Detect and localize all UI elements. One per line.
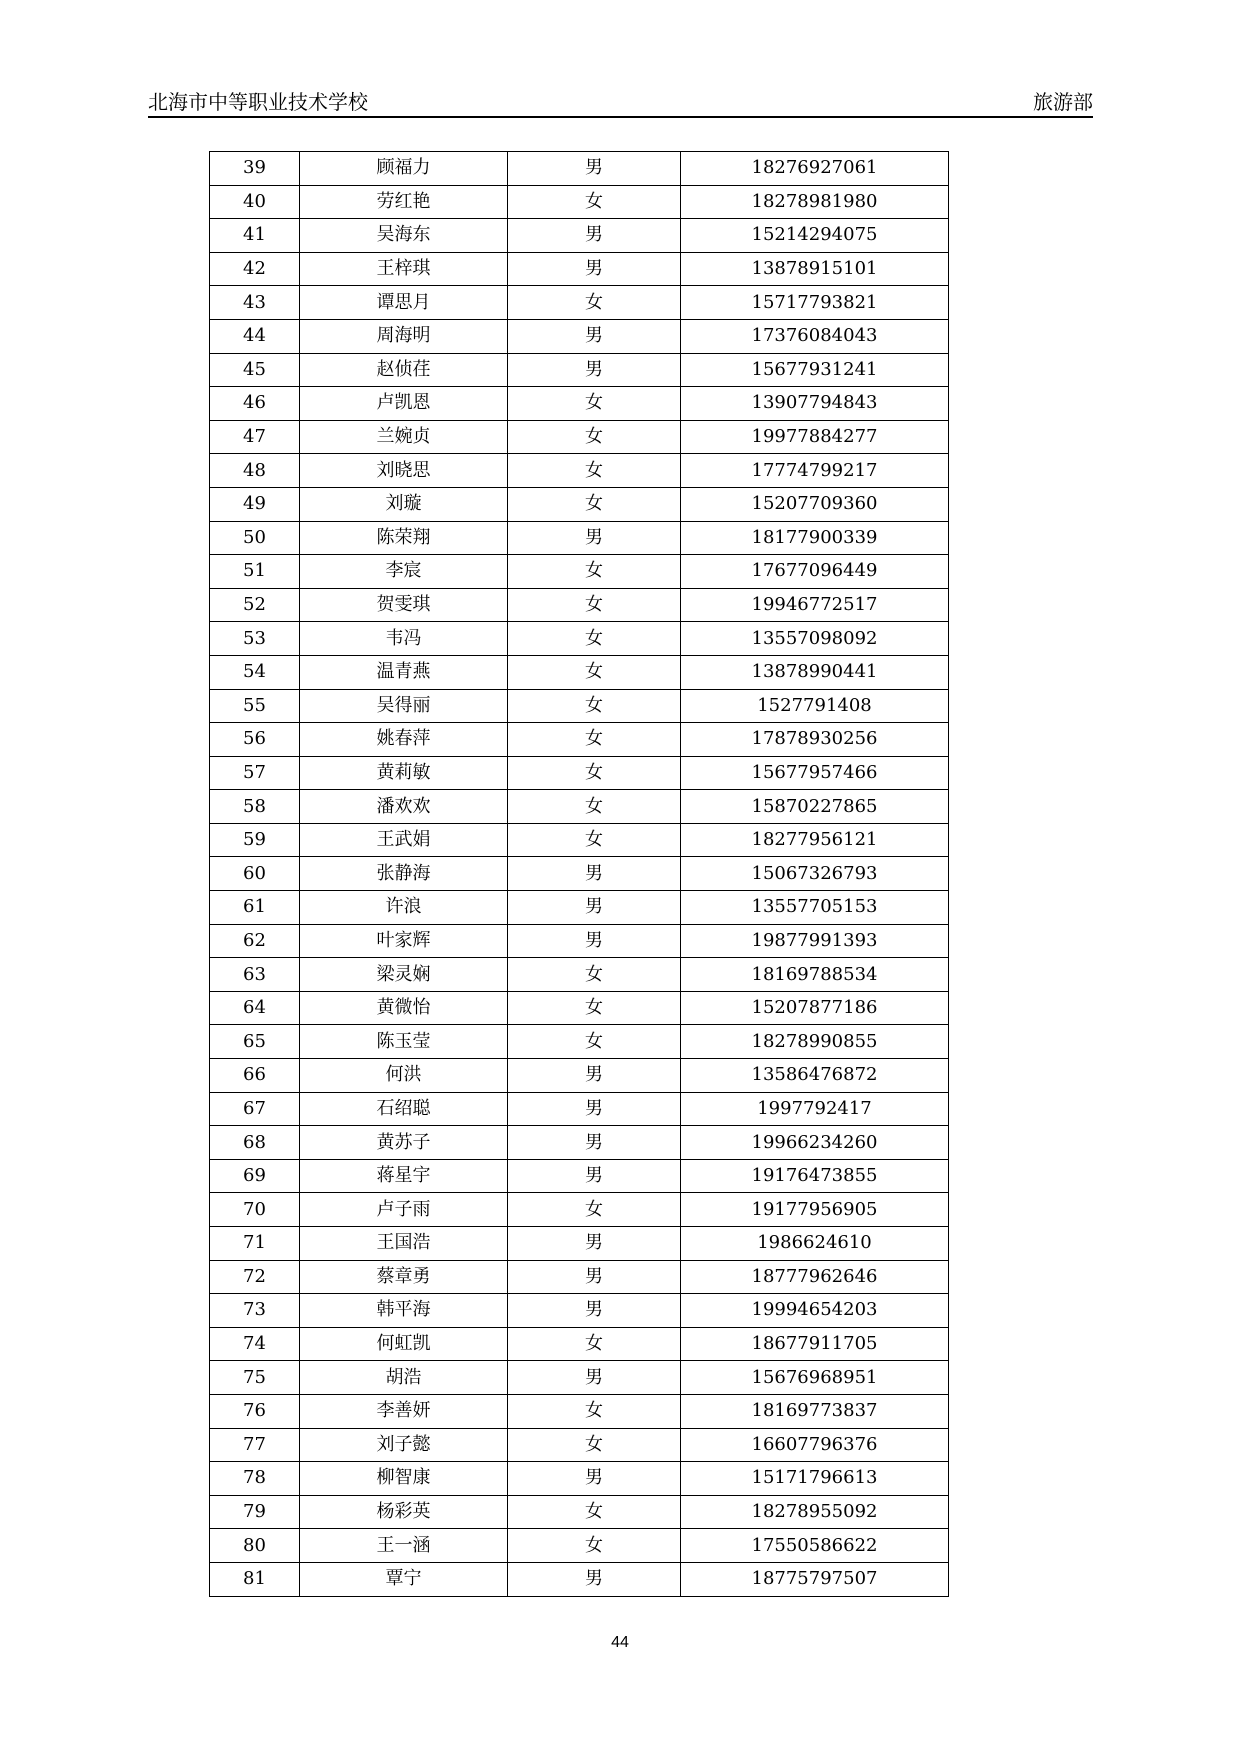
row-number-cell: 47: [210, 420, 300, 454]
phone-cell: 15677957466: [681, 756, 949, 790]
gender-cell: 女: [508, 454, 681, 488]
student-name-cell: 劳红艳: [300, 185, 508, 219]
table-row: [210, 958, 949, 992]
phone-cell: 19966234260: [681, 1126, 949, 1160]
table-row: [210, 252, 949, 286]
student-name-cell: 梁灵娴: [300, 958, 508, 992]
row-number-cell: 73: [210, 1294, 300, 1328]
student-name-cell: 顾福力: [300, 152, 508, 186]
page-header: [148, 90, 1093, 118]
gender-cell: 女: [508, 1193, 681, 1227]
student-name-cell: 何虹凯: [300, 1327, 508, 1361]
phone-cell: 17677096449: [681, 555, 949, 589]
gender-cell: 男: [508, 1126, 681, 1160]
phone-cell: 18278981980: [681, 185, 949, 219]
phone-cell: 15677931241: [681, 353, 949, 387]
student-name-cell: 李善妍: [300, 1394, 508, 1428]
gender-cell: 男: [508, 353, 681, 387]
department-name: 旅游部: [1033, 90, 1093, 114]
row-number-cell: 44: [210, 319, 300, 353]
phone-cell: 19977884277: [681, 420, 949, 454]
student-name-cell: 张静海: [300, 857, 508, 891]
student-name-cell: 兰婉贞: [300, 420, 508, 454]
phone-cell: 13557098092: [681, 622, 949, 656]
table-row: [210, 185, 949, 219]
student-name-cell: 潘欢欢: [300, 790, 508, 824]
table-row: [210, 420, 949, 454]
gender-cell: 女: [508, 185, 681, 219]
gender-cell: 女: [508, 823, 681, 857]
row-number-cell: 65: [210, 1025, 300, 1059]
table-row: [210, 1025, 949, 1059]
gender-cell: 女: [508, 756, 681, 790]
table-row: [210, 487, 949, 521]
table-row: [210, 1529, 949, 1563]
phone-cell: 13557705153: [681, 891, 949, 925]
phone-cell: 18169788534: [681, 958, 949, 992]
row-number-cell: 57: [210, 756, 300, 790]
table-row: [210, 1193, 949, 1227]
gender-cell: 女: [508, 1327, 681, 1361]
gender-cell: 女: [508, 1428, 681, 1462]
row-number-cell: 56: [210, 723, 300, 757]
table-row: [210, 286, 949, 320]
phone-cell: 17878930256: [681, 723, 949, 757]
student-name-cell: 韩平海: [300, 1294, 508, 1328]
phone-cell: 1527791408: [681, 689, 949, 723]
phone-cell: 18276927061: [681, 152, 949, 186]
row-number-cell: 49: [210, 487, 300, 521]
phone-cell: 15067326793: [681, 857, 949, 891]
phone-cell: 13878990441: [681, 655, 949, 689]
row-number-cell: 42: [210, 252, 300, 286]
phone-cell: 18777962646: [681, 1260, 949, 1294]
student-name-cell: 谭思月: [300, 286, 508, 320]
student-name-cell: 姚春萍: [300, 723, 508, 757]
table-row: [210, 353, 949, 387]
student-name-cell: 陈玉莹: [300, 1025, 508, 1059]
table-row: [210, 1462, 949, 1496]
row-number-cell: 60: [210, 857, 300, 891]
phone-cell: 18177900339: [681, 521, 949, 555]
gender-cell: 女: [508, 958, 681, 992]
row-number-cell: 64: [210, 991, 300, 1025]
phone-cell: 15207709360: [681, 487, 949, 521]
row-number-cell: 68: [210, 1126, 300, 1160]
phone-cell: 18169773837: [681, 1394, 949, 1428]
table-row: [210, 1394, 949, 1428]
table-row: [210, 991, 949, 1025]
table-row: [210, 555, 949, 589]
phone-cell: 13586476872: [681, 1059, 949, 1093]
student-name-cell: 吴海东: [300, 219, 508, 253]
gender-cell: 女: [508, 723, 681, 757]
row-number-cell: 77: [210, 1428, 300, 1462]
student-name-cell: 李宸: [300, 555, 508, 589]
student-name-cell: 黄莉敏: [300, 756, 508, 790]
table-row: [210, 1361, 949, 1395]
phone-cell: 15214294075: [681, 219, 949, 253]
table-row: [210, 454, 949, 488]
row-number-cell: 72: [210, 1260, 300, 1294]
row-number-cell: 58: [210, 790, 300, 824]
student-name-cell: 蒋星宇: [300, 1159, 508, 1193]
phone-cell: 13878915101: [681, 252, 949, 286]
row-number-cell: 70: [210, 1193, 300, 1227]
gender-cell: 男: [508, 1227, 681, 1261]
gender-cell: 男: [508, 891, 681, 925]
student-name-cell: 柳智康: [300, 1462, 508, 1496]
gender-cell: 女: [508, 1025, 681, 1059]
table-row: [210, 152, 949, 186]
gender-cell: 男: [508, 1462, 681, 1496]
gender-cell: 男: [508, 319, 681, 353]
student-name-cell: 赵侦荏: [300, 353, 508, 387]
table-row: [210, 588, 949, 622]
row-number-cell: 54: [210, 655, 300, 689]
student-name-cell: 蔡章勇: [300, 1260, 508, 1294]
student-name-cell: 王国浩: [300, 1227, 508, 1261]
table-row: [210, 655, 949, 689]
gender-cell: 女: [508, 387, 681, 421]
gender-cell: 男: [508, 1260, 681, 1294]
table-row: [210, 924, 949, 958]
gender-cell: 女: [508, 1529, 681, 1563]
gender-cell: 女: [508, 655, 681, 689]
row-number-cell: 55: [210, 689, 300, 723]
phone-cell: 19994654203: [681, 1294, 949, 1328]
student-name-cell: 叶家辉: [300, 924, 508, 958]
phone-cell: 19177956905: [681, 1193, 949, 1227]
table-row: [210, 521, 949, 555]
gender-cell: 女: [508, 1495, 681, 1529]
gender-cell: 男: [508, 252, 681, 286]
roster-body: [210, 152, 949, 1597]
gender-cell: 女: [508, 790, 681, 824]
table-row: [210, 1327, 949, 1361]
student-name-cell: 何洪: [300, 1059, 508, 1093]
gender-cell: 男: [508, 152, 681, 186]
student-name-cell: 刘璇: [300, 487, 508, 521]
row-number-cell: 41: [210, 219, 300, 253]
table-row: [210, 1428, 949, 1462]
student-name-cell: 王一涵: [300, 1529, 508, 1563]
phone-cell: 18277956121: [681, 823, 949, 857]
phone-cell: 1997792417: [681, 1092, 949, 1126]
table-row: [210, 1059, 949, 1093]
row-number-cell: 53: [210, 622, 300, 656]
table-row: [210, 891, 949, 925]
gender-cell: 男: [508, 924, 681, 958]
row-number-cell: 43: [210, 286, 300, 320]
row-number-cell: 50: [210, 521, 300, 555]
phone-cell: 19877991393: [681, 924, 949, 958]
gender-cell: 女: [508, 487, 681, 521]
table-row: [210, 1562, 949, 1596]
gender-cell: 女: [508, 555, 681, 589]
table-row: [210, 1092, 949, 1126]
gender-cell: 女: [508, 420, 681, 454]
phone-cell: 15207877186: [681, 991, 949, 1025]
gender-cell: 男: [508, 1294, 681, 1328]
row-number-cell: 52: [210, 588, 300, 622]
table-row: [210, 1159, 949, 1193]
page-number: 44: [611, 1634, 629, 1651]
row-number-cell: 39: [210, 152, 300, 186]
phone-cell: 13907794843: [681, 387, 949, 421]
gender-cell: 女: [508, 286, 681, 320]
row-number-cell: 61: [210, 891, 300, 925]
table-row: [210, 1294, 949, 1328]
table-row: [210, 823, 949, 857]
phone-cell: 16607796376: [681, 1428, 949, 1462]
student-name-cell: 刘晓思: [300, 454, 508, 488]
student-name-cell: 覃宁: [300, 1562, 508, 1596]
phone-cell: 19946772517: [681, 588, 949, 622]
row-number-cell: 51: [210, 555, 300, 589]
student-name-cell: 吴得丽: [300, 689, 508, 723]
gender-cell: 男: [508, 1092, 681, 1126]
phone-cell: 15676968951: [681, 1361, 949, 1395]
student-name-cell: 黄微怡: [300, 991, 508, 1025]
row-number-cell: 79: [210, 1495, 300, 1529]
student-roster-table: [209, 151, 949, 1597]
student-name-cell: 周海明: [300, 319, 508, 353]
gender-cell: 男: [508, 219, 681, 253]
row-number-cell: 80: [210, 1529, 300, 1563]
table-row: [210, 689, 949, 723]
student-name-cell: 卢子雨: [300, 1193, 508, 1227]
phone-cell: 1986624610: [681, 1227, 949, 1261]
row-number-cell: 40: [210, 185, 300, 219]
table-row: [210, 319, 949, 353]
phone-cell: 18677911705: [681, 1327, 949, 1361]
table-row: [210, 790, 949, 824]
student-name-cell: 陈荣翔: [300, 521, 508, 555]
gender-cell: 女: [508, 991, 681, 1025]
row-number-cell: 66: [210, 1059, 300, 1093]
phone-cell: 17774799217: [681, 454, 949, 488]
student-name-cell: 石绍聪: [300, 1092, 508, 1126]
row-number-cell: 78: [210, 1462, 300, 1496]
row-number-cell: 46: [210, 387, 300, 421]
row-number-cell: 81: [210, 1562, 300, 1596]
table-row: [210, 219, 949, 253]
gender-cell: 女: [508, 622, 681, 656]
table-row: [210, 622, 949, 656]
gender-cell: 男: [508, 1361, 681, 1395]
row-number-cell: 74: [210, 1327, 300, 1361]
row-number-cell: 75: [210, 1361, 300, 1395]
table-row: [210, 1126, 949, 1160]
phone-cell: 18278955092: [681, 1495, 949, 1529]
phone-cell: 15717793821: [681, 286, 949, 320]
table-row: [210, 1495, 949, 1529]
table-row: [210, 756, 949, 790]
gender-cell: 男: [508, 1059, 681, 1093]
table-row: [210, 723, 949, 757]
phone-cell: 18775797507: [681, 1562, 949, 1596]
phone-cell: 17376084043: [681, 319, 949, 353]
gender-cell: 男: [508, 1159, 681, 1193]
gender-cell: 女: [508, 689, 681, 723]
phone-cell: 19176473855: [681, 1159, 949, 1193]
phone-cell: 15870227865: [681, 790, 949, 824]
student-name-cell: 胡浩: [300, 1361, 508, 1395]
student-name-cell: 卢凯恩: [300, 387, 508, 421]
row-number-cell: 45: [210, 353, 300, 387]
gender-cell: 男: [508, 857, 681, 891]
phone-cell: 15171796613: [681, 1462, 949, 1496]
student-name-cell: 许浪: [300, 891, 508, 925]
row-number-cell: 48: [210, 454, 300, 488]
phone-cell: 18278990855: [681, 1025, 949, 1059]
table-row: [210, 1260, 949, 1294]
gender-cell: 女: [508, 588, 681, 622]
gender-cell: 男: [508, 521, 681, 555]
student-name-cell: 温青燕: [300, 655, 508, 689]
student-name-cell: 王武娟: [300, 823, 508, 857]
row-number-cell: 63: [210, 958, 300, 992]
student-name-cell: 王梓琪: [300, 252, 508, 286]
row-number-cell: 59: [210, 823, 300, 857]
row-number-cell: 76: [210, 1394, 300, 1428]
gender-cell: 男: [508, 1562, 681, 1596]
row-number-cell: 71: [210, 1227, 300, 1261]
table-row: [210, 387, 949, 421]
student-name-cell: 贺雯琪: [300, 588, 508, 622]
row-number-cell: 62: [210, 924, 300, 958]
row-number-cell: 69: [210, 1159, 300, 1193]
row-number-cell: 67: [210, 1092, 300, 1126]
gender-cell: 女: [508, 1394, 681, 1428]
phone-cell: 17550586622: [681, 1529, 949, 1563]
student-name-cell: 刘子懿: [300, 1428, 508, 1462]
student-name-cell: 韦冯: [300, 622, 508, 656]
student-name-cell: 黄苏子: [300, 1126, 508, 1160]
table-row: [210, 857, 949, 891]
table-row: [210, 1227, 949, 1261]
school-name: 北海市中等职业技术学校: [148, 90, 368, 114]
student-name-cell: 杨彩英: [300, 1495, 508, 1529]
